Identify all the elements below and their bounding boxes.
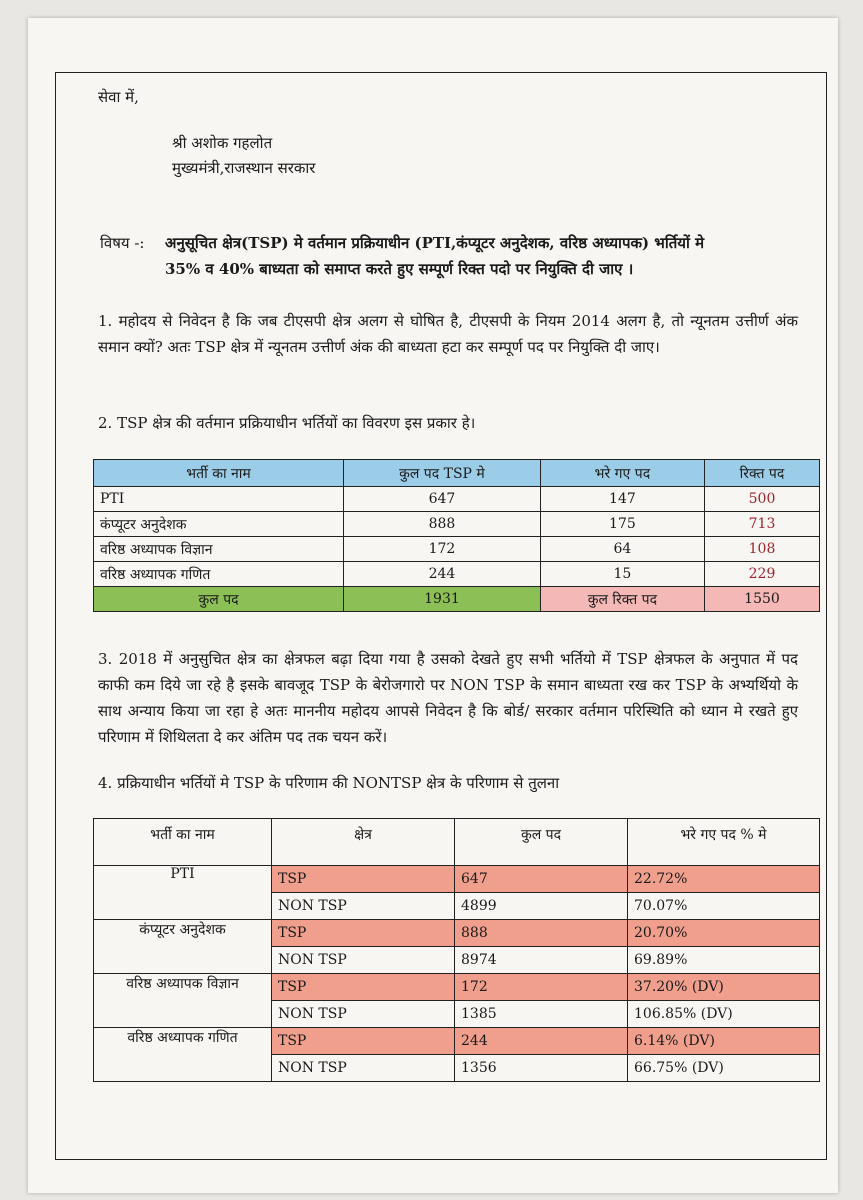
cell-filled: 15 — [540, 562, 704, 587]
cell-total: 1356 — [455, 1055, 628, 1082]
col-header: कुल पद TSP मे — [344, 460, 541, 487]
table-row — [94, 562, 820, 587]
cell-percent: 20.70% — [628, 920, 820, 947]
cell-vacant: 713 — [704, 512, 819, 537]
col-header: भर्ती का नाम — [94, 819, 272, 866]
cell-region: NON TSP — [272, 893, 455, 920]
cell-filled: 175 — [540, 512, 704, 537]
subject-label: विषय -: — [100, 234, 145, 252]
paragraph-3: 3. 2018 में अनुसुचित क्षेत्र का क्षेत्रफल बढ़ा दिया गया है उसको देखते हुए सभी भर्तियो में TSP क्षेत्रफल के अनुपात में पद काफी कम दिये जा रहे है इसके बावजूद TSP के बेरोजगारो पर NON TSP के समान बाध्यता रख कर TSP के अभ्यर्थियो के साथ अन्याय किया जा रहा हे अतः माननीय महोदय आपसे निवेदन है कि बोर्ड/ सरकार वर्तमान परिस्थिति को ध्यान मे रखते हुए परिणाम में शिथिलता दे कर अंतिम पद तक चयन करें। — [98, 650, 798, 746]
cell-name: कंप्यूटर अनुदेशक — [94, 920, 272, 974]
cell-total: 244 — [455, 1028, 628, 1055]
cell-percent: 70.07% — [628, 893, 820, 920]
cell-total: 888 — [455, 920, 628, 947]
cell-region: TSP — [272, 920, 455, 947]
cell-vacant: 229 — [704, 562, 819, 587]
cell-region: NON TSP — [272, 1001, 455, 1028]
cell-percent: 37.20% (DV) — [628, 974, 820, 1001]
tsp-recruitment-table — [93, 459, 820, 612]
table-row — [94, 866, 820, 893]
paragraph-4: 4. प्रक्रियाधीन भर्तियों मे TSP के परिणाम की NONTSP क्षेत्र के परिणाम से तुलना — [98, 774, 560, 792]
cell-name: वरिष्ठ अध्यापक विज्ञान — [94, 974, 272, 1028]
cell-name: PTI — [94, 487, 344, 512]
cell-region: TSP — [272, 1028, 455, 1055]
subject-text: अनुसूचित क्षेत्र(TSP) मे वर्तमान प्रक्रियाधीन (PTI,कंप्यूटर अनुदेशक, वरिष्ठ अध्यापक) भर्तियों मे 35% व 40% बाध्यता को समाप्त करते हुए सम्पूर्ण रिक्त पदो पर नियुक्ति दी जाए । — [165, 234, 705, 278]
paragraph-2: 2. TSP क्षेत्र की वर्तमान प्रक्रियाधीन भर्तियों का विवरण इस प्रकार हे। — [98, 414, 476, 432]
recipient-title: मुख्यमंत्री,राजस्थान सरकार — [172, 159, 316, 177]
cell-total: 647 — [455, 866, 628, 893]
cell-percent: 106.85% (DV) — [628, 1001, 820, 1028]
col-header: क्षेत्र — [272, 819, 455, 866]
cell-region: NON TSP — [272, 1055, 455, 1082]
vacant-total-label: कुल रिक्त पद — [540, 587, 704, 612]
col-header: कुल पद — [455, 819, 628, 866]
cell-name: वरिष्ठ अध्यापक गणित — [94, 1028, 272, 1082]
cell-name: वरिष्ठ अध्यापक गणित — [94, 562, 344, 587]
cell-percent: 6.14% (DV) — [628, 1028, 820, 1055]
table-row — [94, 537, 820, 562]
total-label: कुल पद — [94, 587, 344, 612]
col-header: भर्ती का नाम — [94, 460, 344, 487]
cell-region: TSP — [272, 974, 455, 1001]
cell-total: 172 — [344, 537, 541, 562]
paragraph-1: 1. महोदय से निवेदन है कि जब टीएसपी क्षेत्र अलग से घोषित है, टीएसपी के नियम 2014 अलग है, तो न्यूनतम उत्तीर्ण अंक समान क्यों? अतः TSP क्षेत्र में न्यूनतम उत्तीर्ण अंक की बाध्यता हटा कर सम्पूर्ण पद पर नियुक्ति दी जाए। — [98, 312, 798, 356]
cell-vacant: 500 — [704, 487, 819, 512]
cell-total: 4899 — [455, 893, 628, 920]
col-header: भरे गए पद % मे — [628, 819, 820, 866]
cell-name: PTI — [94, 866, 272, 920]
table-row — [94, 1028, 820, 1055]
cell-name: वरिष्ठ अध्यापक विज्ञान — [94, 537, 344, 562]
table-header-row — [94, 819, 820, 866]
cell-total: 172 — [455, 974, 628, 1001]
cell-percent: 69.89% — [628, 947, 820, 974]
table-row — [94, 512, 820, 537]
cell-filled: 147 — [540, 487, 704, 512]
total-value: 1931 — [344, 587, 541, 612]
cell-total: 8974 — [455, 947, 628, 974]
cell-name: कंप्यूटर अनुदेशक — [94, 512, 344, 537]
salutation: सेवा में, — [98, 88, 139, 106]
cell-total: 244 — [344, 562, 541, 587]
col-header: रिक्त पद — [704, 460, 819, 487]
table-row — [94, 920, 820, 947]
total-row — [94, 587, 820, 612]
cell-region: NON TSP — [272, 947, 455, 974]
col-header: भरे गए पद — [540, 460, 704, 487]
cell-total: 1385 — [455, 1001, 628, 1028]
table-row — [94, 487, 820, 512]
cell-percent: 66.75% (DV) — [628, 1055, 820, 1082]
cell-total: 647 — [344, 487, 541, 512]
vacant-total-value: 1550 — [704, 587, 819, 612]
cell-filled: 64 — [540, 537, 704, 562]
cell-vacant: 108 — [704, 537, 819, 562]
recipient-name: श्री अशोक गहलोत — [172, 134, 273, 152]
cell-percent: 22.72% — [628, 866, 820, 893]
cell-total: 888 — [344, 512, 541, 537]
tsp-comparison-table — [93, 818, 820, 1082]
cell-region: TSP — [272, 866, 455, 893]
table-header-row — [94, 460, 820, 487]
table-row — [94, 974, 820, 1001]
